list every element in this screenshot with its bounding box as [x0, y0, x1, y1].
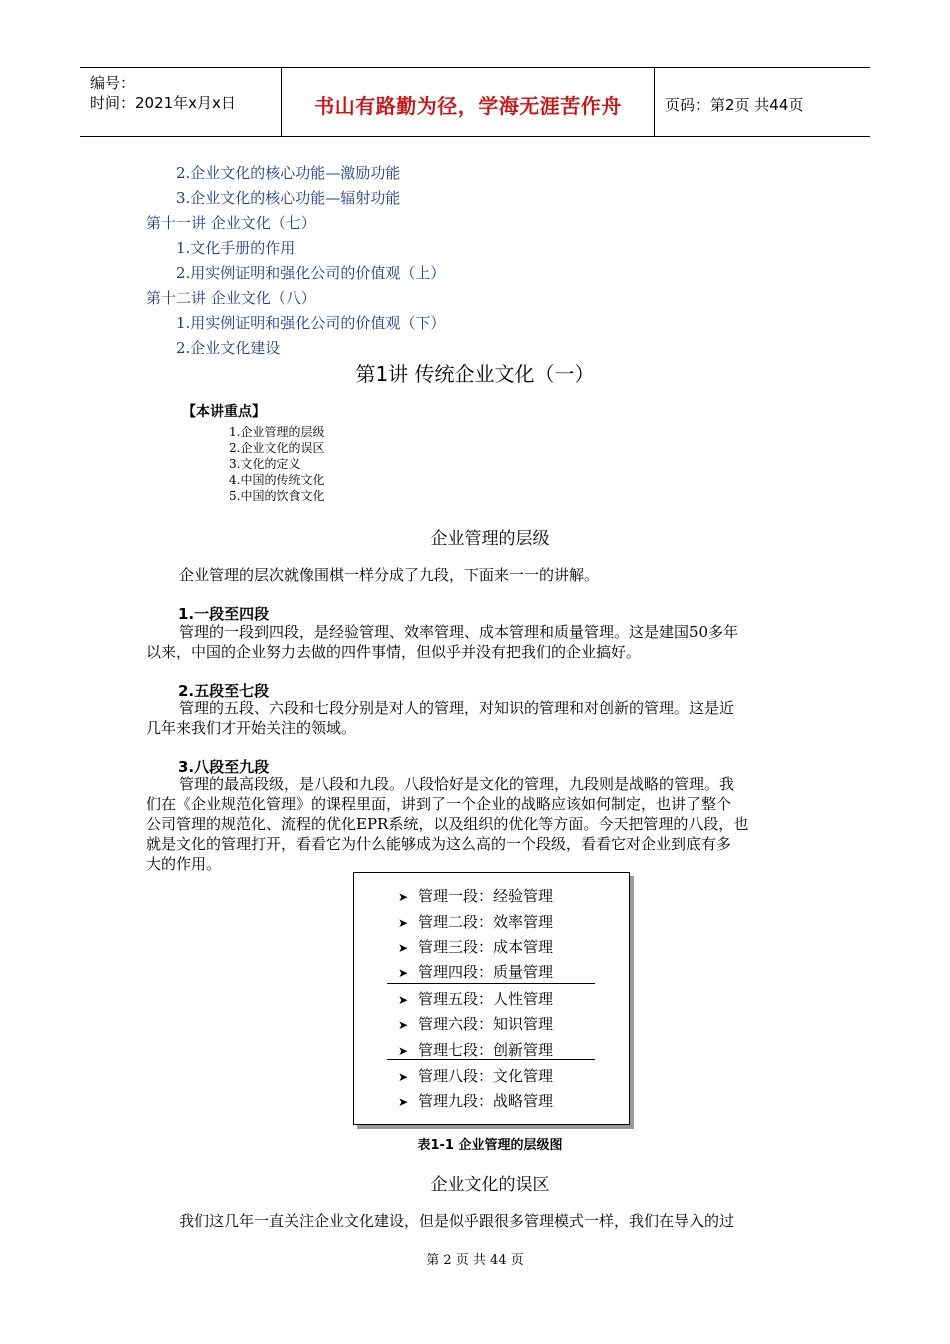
section-title: 企业管理的层级	[430, 529, 550, 549]
toc-chapter-entry: 第十一讲 企业文化（七）	[146, 214, 316, 232]
section-intro	[146, 565, 808, 585]
paragraph	[146, 622, 808, 662]
key-point-item: 3.文化的定义	[229, 457, 301, 471]
key-point-item: 5.中国的饮食文化	[229, 489, 325, 503]
key-point-item: 1.企业管理的层级	[229, 425, 325, 439]
paragraph-line: 管理的最高段级，是八段和九段。八段恰好是文化的管理，九段则是战略的管理。我	[179, 775, 735, 793]
header-left-cell	[80, 68, 282, 136]
figure-item: ➤ 管理四段：质量管理	[398, 963, 554, 981]
arrow-icon: ➤	[398, 1044, 409, 1058]
subsection-heading: 1.一段至四段	[178, 605, 270, 623]
figure-divider	[387, 983, 595, 984]
subsection-heading: 3.八段至九段	[178, 758, 270, 776]
figure-item: ➤ 管理二段：效率管理	[398, 913, 554, 931]
key-point-item: 2.企业文化的误区	[229, 441, 325, 455]
paragraph	[146, 698, 808, 738]
paragraph-line: 大的作用。	[146, 855, 222, 873]
toc-entry: 1.文化手册的作用	[176, 239, 296, 257]
figure-item: ➤ 管理五段：人性管理	[398, 990, 554, 1008]
figure-item: ➤ 管理三段：成本管理	[398, 938, 554, 956]
page-header	[80, 67, 870, 137]
figure-divider	[387, 1059, 595, 1060]
arrow-icon: ➤	[398, 993, 409, 1007]
section-title: 企业文化的误区	[430, 1175, 550, 1195]
figure-item: ➤ 管理八段：文化管理	[398, 1067, 554, 1085]
toc-entry: 2.用实例证明和强化公司的价值观（上）	[176, 264, 446, 282]
figure-item: ➤ 管理七段：创新管理	[398, 1041, 554, 1059]
management-levels-figure	[353, 872, 630, 1125]
toc-chapter-entry: 第十二讲 企业文化（八）	[146, 289, 316, 307]
arrow-icon: ➤	[398, 966, 409, 980]
toc-entry: 2.企业文化建设	[176, 339, 281, 357]
arrow-icon: ➤	[398, 1018, 409, 1032]
key-points-label: 【本讲重点】	[182, 404, 266, 420]
paragraph-line: 们在《企业规范化管理》的课程里面，讲到了一个企业的战略应该如何制定，也讲了整个	[146, 795, 732, 813]
arrow-icon: ➤	[398, 916, 409, 930]
arrow-icon: ➤	[398, 890, 409, 904]
toc-entry: 2.企业文化的核心功能—激励功能	[176, 164, 401, 182]
figure-item: ➤ 管理六段：知识管理	[398, 1015, 554, 1033]
figure-item: ➤ 管理一段：经验管理	[398, 887, 554, 905]
intro-text: 企业管理的层次就像围棋一样分成了九段，下面来一一的讲解。	[179, 566, 600, 584]
arrow-icon: ➤	[398, 1095, 409, 1109]
paragraph	[146, 774, 808, 874]
arrow-icon: ➤	[398, 1070, 409, 1084]
key-point-item: 4.中国的传统文化	[229, 473, 325, 487]
toc-entry: 3.企业文化的核心功能—辐射功能	[176, 189, 401, 207]
document-time-label: 时间：2021年x月x日	[90, 94, 236, 112]
figure-caption: 表1-1 企业管理的层级图	[417, 1138, 563, 1153]
paragraph-line: 管理的一段到四段，是经验管理、效率管理、成本管理和质量管理。这是建国50多年	[179, 623, 739, 641]
paragraph-line: 管理的五段、六段和七段分别是对人的管理，对知识的管理和对创新的管理。这是近	[179, 699, 735, 717]
header-motto-cell	[282, 68, 655, 136]
figure-item: ➤ 管理九段：战略管理	[398, 1092, 554, 1110]
paragraph-line: 公司管理的规范化、流程的优化EPR系统，以及组织的优化等方面。今天把管理的八段，也	[146, 815, 749, 833]
subsection-heading: 2.五段至七段	[178, 682, 270, 700]
document-number-label: 编号：	[90, 74, 136, 92]
header-motto: 书山有路勤为径，学海无涯苦作舟	[314, 94, 622, 118]
arrow-icon: ➤	[398, 941, 409, 955]
paragraph	[146, 1211, 808, 1231]
header-right-cell	[655, 68, 870, 136]
toc-entry: 1.用实例证明和强化公司的价值观（下）	[176, 314, 446, 332]
paragraph-line: 就是文化的管理打开，看看它为什么能够成为这么高的一个段级，看看它对企业到底有多	[146, 835, 732, 853]
paragraph-line: 以来，中国的企业努力去做的四件事情，但似乎并没有把我们的企业搞好。	[146, 643, 642, 661]
header-page-label: 页码：第2页 共44页	[665, 96, 804, 114]
paragraph-line: 几年来我们才开始关注的领域。	[146, 719, 357, 737]
page-footer: 第 2 页 共 44 页	[426, 1253, 524, 1268]
paragraph-line: 我们这几年一直关注企业文化建设，但是似乎跟很多管理模式一样，我们在导入的过	[179, 1212, 735, 1230]
lecture-title: 第1讲 传统企业文化（一）	[355, 362, 595, 386]
